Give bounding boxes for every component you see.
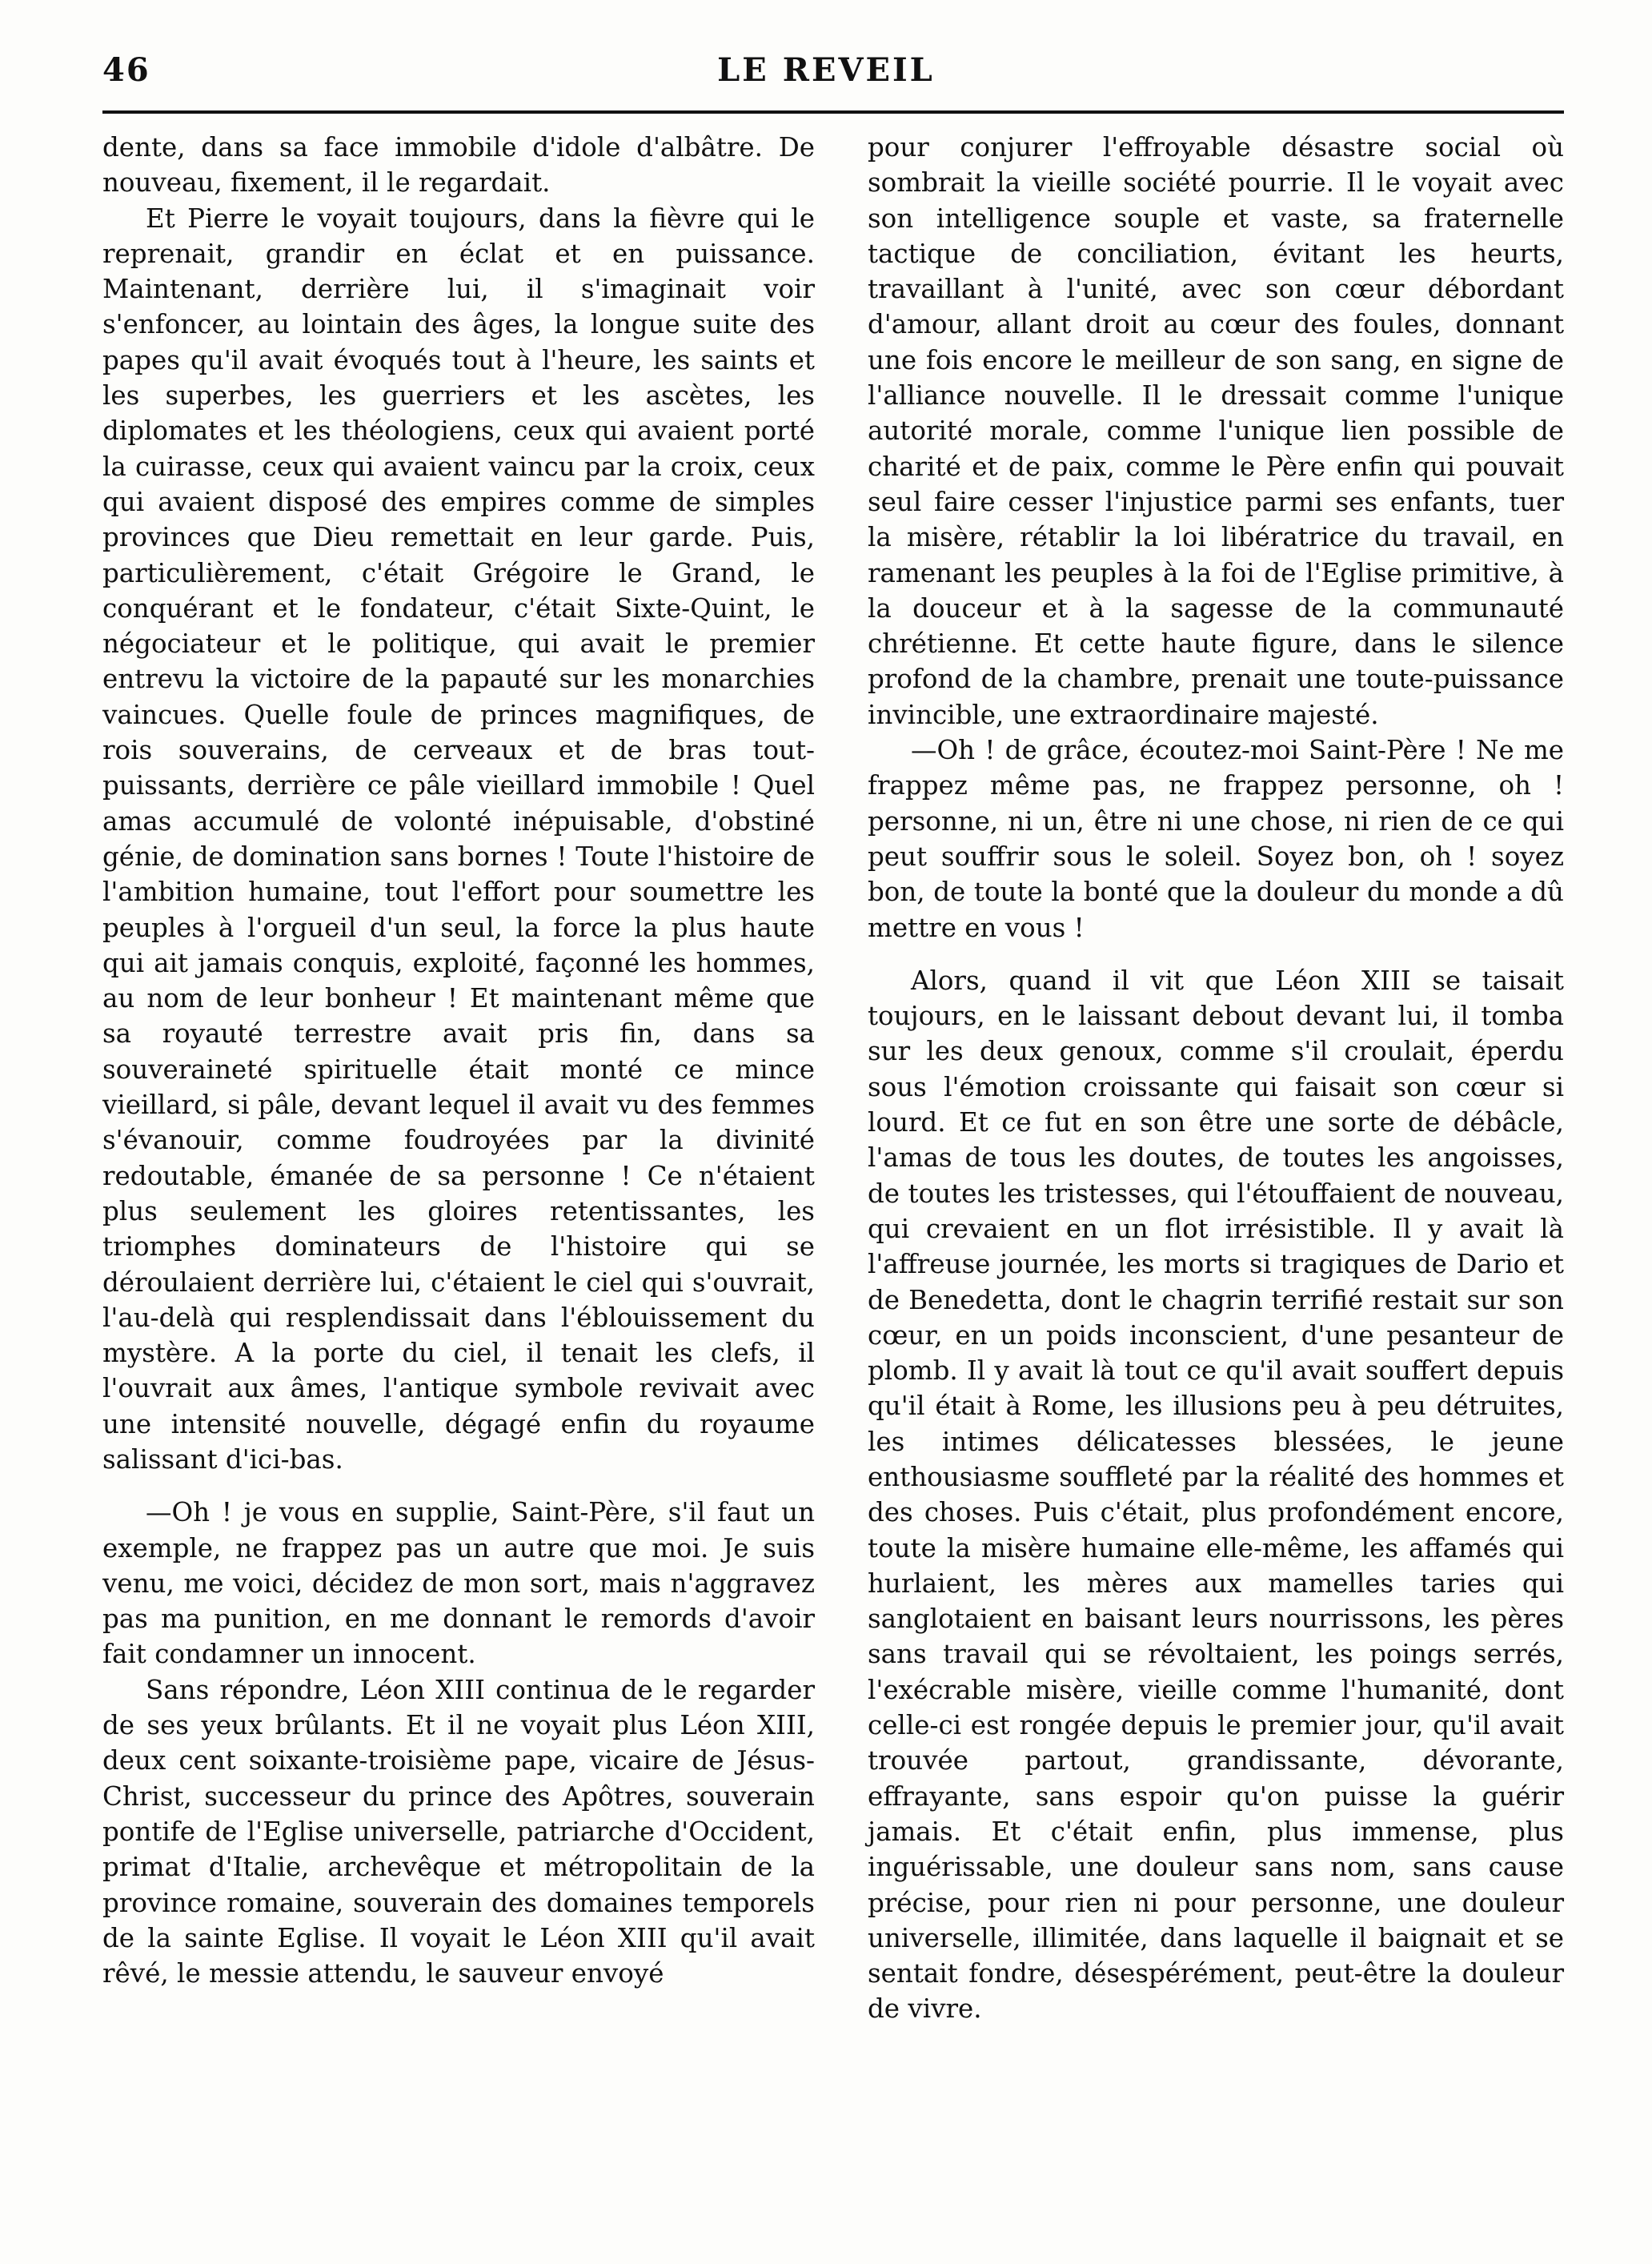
paragraph: dente, dans sa face immobile d'idole d'albâtre. De nouveau, fixement, il le regardait. (102, 132, 815, 199)
page-number: 46 (102, 51, 150, 89)
paragraph: Alors, quand il vit que Léon XIII se taisait toujours, en le laissant debout devant lui, il tomba sur les deux genoux, comme s'il croulait, éperdu sous l'émotion croissante qui faisait son cœur si lourd. Et ce fut en son être une sorte de débâcle, l'amas de tous les doutes, de toutes les angoisses, de toutes les tristesses, qui l'étouffaient de nouveau, qui crevaient en un flot irrésistible. Il y avait là l'affreuse journée, les morts si tragiques de Dario et de Benedetta, dont le chagrin terrifié restait sur son cœur, en un poids inconscient, d'une pesanteur de plomb. Il y avait là tout ce qu'il avait souffert depuis qu'il était à Rome, les illusions peu à peu détruites, les intimes délicatesses blessées, le jeune enthousiasme souffleté par la réalité des hommes et des choses. Puis c'était, plus profondément encore, toute la misère humaine elle-même, les affamés qui hurlaient, les mères aux mamelles taries qui sanglotaient en baisant leurs nourrissons, les pères sans travail qui se révoltaient, les poings serrés, l'exécrable misère, vieille comme l'humanité, dont celle-ci est rongée depuis le premier jour, qu'il avait trouvée partout, grandissante, dévorante, effrayante, sans espoir qu'on puisse la guérir jamais. Et c'était enfin, plus immense, plus inguérissable, une douleur sans nom, sans cause précise, pour rien ni pour personne, une douleur universelle, illimitée, dans laquelle il baignait et se sentait fondre, désespérément, peut-être la douleur de vivre. (868, 965, 1564, 2025)
header-rule (102, 110, 1564, 114)
paragraph: Et Pierre le voyait toujours, dans la fièvre qui le reprenait, grandir en éclat et en puissance. Maintenant, derrière lui, il s'imaginait voir s'enfoncer, au lointain des âges, la longue suite des papes qu'il avait évoqués tout à l'heure, les saints et les superbes, les guerriers et les ascètes, les diplomates et les théologiens, ceux qui avaient porté la cuirasse, ceux qui avaient vaincu par la croix, ceux qui avaient disposé des empires comme de simples provinces que Dieu remettait en leur garde. Puis, particulièrement, c'était Grégoire le Grand, le conquérant et le fondateur, c'était Sixte-Quint, le négociateur et le politique, qui avait le premier entrevu la victoire de la papauté sur les monarchies vaincues. Quelle foule de princes magnifiques, de rois souverains, de cerveaux et de bras tout-puissants, derrière ce pâle vieillard immobile ! Quel amas accumulé de volonté inépuisable, d'obstiné génie, de domination sans bornes ! Toute l'histoire de l'ambition humaine, tout l'effort pour soumettre les peuples à l'orgueil d'un seul, la force la plus haute qui ait jamais conquis, exploité, façonné les hommes, au nom de leur bonheur ! Et maintenant même que sa royauté terrestre avait pris fin, dans sa souveraineté spirituelle était monté ce mince vieillard, si pâle, devant lequel il avait vu des femmes s'évanouir, comme foudroyées par la divinité redoutable, émanée de sa personne ! Ce n'étaient plus seulement les gloires retentissantes, les triomphes dominateurs de l'histoire qui se déroulaient derrière lui, c'étaient le ciel qui s'ouvrait, l'au-delà qui resplendissait dans l'éblouissement du mystère. A la porte du ciel, il tenait les clefs, il l'ouvrait aux âmes, l'antique symbole revivait avec une intensité nouvelle, dégagé enfin du royaume salissant d'ici-bas. (102, 203, 815, 1475)
right-column (868, 130, 1564, 2027)
journal-title: LE REVEIL (717, 51, 935, 89)
paragraph: —Oh ! de grâce, écoutez-moi Saint-Père ! Ne me frappez même pas, ne frappez personne, oh ! personne, ni un, être ni une chose, ni rien de ce qui peut souffrir sous le soleil. Soyez bon, oh ! soyez bon, de toute la bonté que la douleur du monde a dû mettre en vous ! (868, 735, 1564, 943)
paragraph: —Oh ! je vous en supplie, Saint-Père, s'il faut un exemple, ne frappez pas un autre que moi. Je suis venu, me voici, décidez de mon sort, mais n'aggravez pas ma punition, en me donnant le remords d'avoir fait condamner un innocent. (102, 1497, 815, 1670)
paragraph: Sans répondre, Léon XIII continua de le regarder de ses yeux brûlants. Et il ne voyait plus Léon XIII, deux cent soixante-troisième pape, vicaire de Jésus-Christ, successeur du prince des Apôtres, souverain pontife de l'Eglise universelle, patriarche d'Occident, primat d'Italie, archevêque et métropolitain de la province romaine, souverain des domaines temporels de la sainte Eglise. Il voyait le Léon XIII qu'il avait rêvé, le messie attendu, le sauveur envoyé (102, 1674, 815, 1989)
paragraph: pour conjurer l'effroyable désastre social où sombrait la vieille société pourrie. Il le voyait avec son intelligence souple et vaste, sa fraternelle tactique de conciliation, évitant les heurts, travaillant à l'unité, avec son cœur débordant d'amour, allant droit au cœur des foules, donnant une fois encore le meilleur de son sang, en signe de l'alliance nouvelle. Il le dressait comme l'unique autorité morale, comme l'unique lien possible de charité et de paix, comme le Père enfin qui pouvait seul faire cesser l'injustice parmi ses enfants, tuer la misère, rétablir la loi libératrice du travail, en ramenant les peuples à la foi de l'Eglise primitive, à la douceur et à la sagesse de la communauté chrétienne. Et cette haute figure, dans le silence profond de la chambre, prenait une toute-puissance invincible, une extraordinaire majesté. (868, 132, 1564, 730)
left-column (102, 130, 815, 1991)
